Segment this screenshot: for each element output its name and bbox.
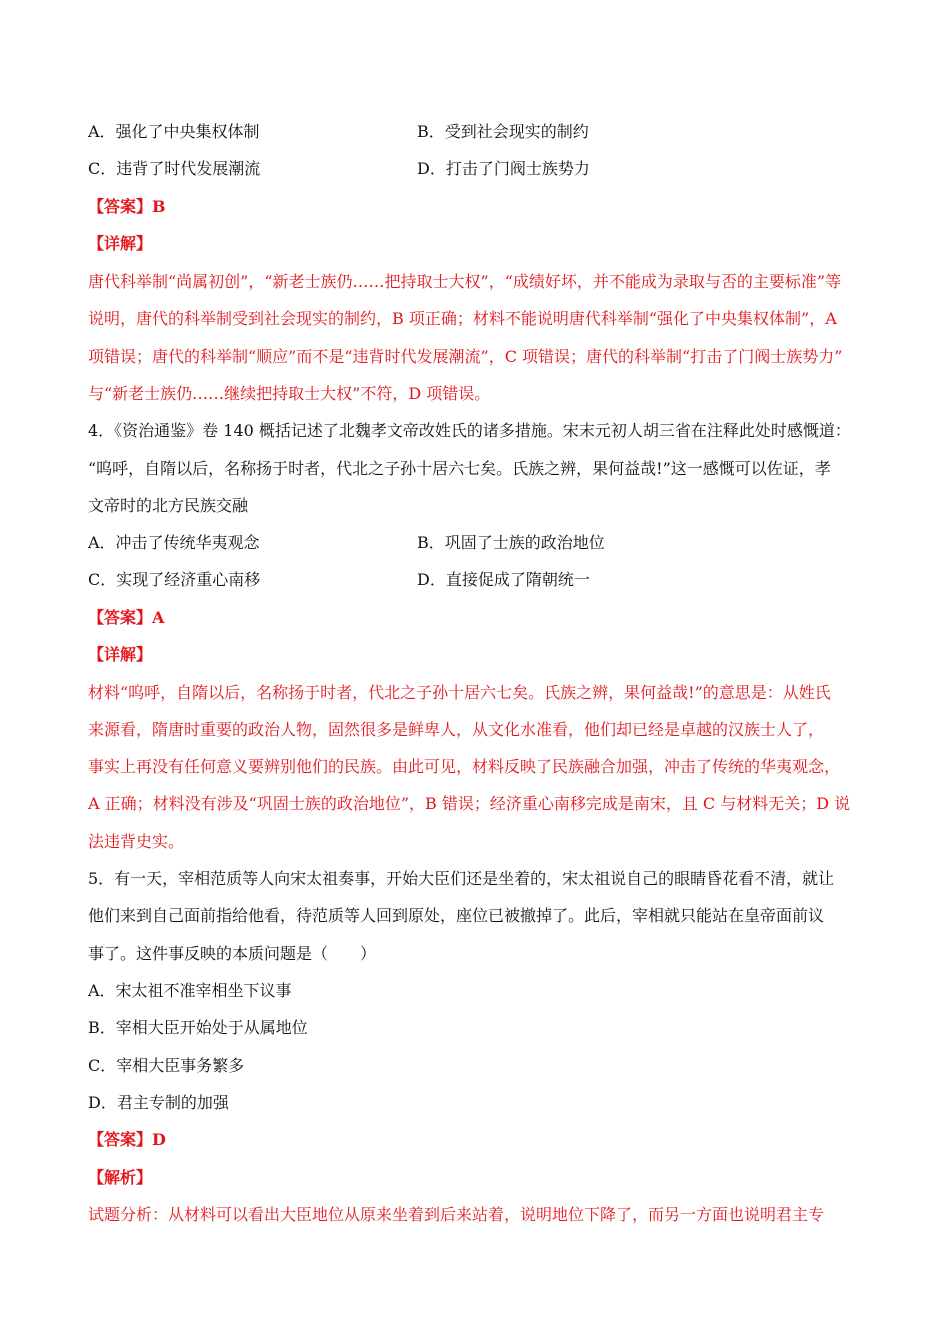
q4-option-b: B．巩固了士族的政治地位 — [417, 533, 605, 552]
q3-explanation-line: 项错误；唐代的科举制“顺应”而不是“违背时代发展潮流”，C 项错误；唐代的科举制“打击了门阀士族势力” — [88, 347, 843, 366]
q4-explanation-line: 事实上再没有任何意义要辨别他们的民族。由此可见，材料反映了民族融合加强，冲击了传统的华夷观念， — [88, 757, 841, 776]
q4-explanation-line: 法违背史实。 — [88, 832, 185, 851]
q4-stem-line: 文帝时的北方民族交融 — [88, 496, 249, 515]
q3-explanation-line: 与“新老士族仍……继续把持取士大权”不符，D 项错误。 — [88, 384, 491, 403]
q3-option-b: B．受到社会现实的制约 — [417, 122, 589, 141]
q5-stem-line: 5．有一天，宰相范质等人向宋太祖奏事，开始大臣们还是坐着的，宋太祖说自己的眼睛昏花看不清，就让 — [88, 869, 835, 888]
q4-explanation-line: 材料“呜呼，自隋以后，名称扬于时者，代北之子孙十居六七矣。氏族之辨，果何益哉!”的意思是：从姓氏 — [88, 683, 831, 702]
q3-answer: 【答案】B — [88, 197, 166, 216]
q5-option-d: D．君主专制的加强 — [88, 1093, 229, 1112]
q5-option-c: C．宰相大臣事务繁多 — [88, 1056, 245, 1075]
q3-detail-label: 【详解】 — [88, 234, 153, 253]
q4-option-d: D．直接促成了隋朝统一 — [417, 570, 590, 589]
q3-explanation-line: 说明，唐代的科举制受到社会现实的制约，B 项正确；材料不能说明唐代科举制“强化了中央集权体制”，A — [88, 309, 837, 328]
q4-stem-line: 4．《资治通鉴》卷 140 概括记述了北魏孝文帝改姓氏的诸多措施。宋末元初人胡三省在注释此处时感慨道： — [88, 421, 851, 440]
q3-option-d: D．打击了门阀士族势力 — [417, 159, 590, 178]
q4-stem-line: “呜呼，自隋以后，名称扬于时者，代北之子孙十居六七矣。氏族之辨，果何益哉!”这一感慨可以佐证，孝 — [88, 459, 831, 478]
q3-option-a: A．强化了中央集权体制 — [88, 122, 260, 141]
q5-stem-line: 他们来到自己面前指给他看，待范质等人回到原处，座位已被撤掉了。此后，宰相就只能站在皇帝面前议 — [88, 906, 825, 925]
q5-stem-line: 事了。这件事反映的本质问题是（ ） — [88, 944, 377, 963]
q3-option-c: C．违背了时代发展潮流 — [88, 159, 261, 178]
q4-option-c: C．实现了经济重心南移 — [88, 570, 261, 589]
q5-explanation-line: 试题分析：从材料可以看出大臣地位从原来坐着到后来站着，说明地位下降了，而另一方面也说明君主专 — [88, 1205, 825, 1224]
q4-explanation-line: 来源看，隋唐时重要的政治人物，固然很多是鲜卑人，从文化水准看，他们却已经是卓越的汉族士人了， — [88, 720, 825, 739]
q4-option-a: A．冲击了传统华夷观念 — [88, 533, 260, 552]
q5-option-a: A．宋太祖不准宰相坐下议事 — [88, 981, 292, 1000]
q3-explanation-line: 唐代科举制“尚属初创”，“新老士族仍……把持取士大权”，“成绩好坏，并不能成为录取与否的主要标准”等 — [88, 272, 842, 291]
q4-detail-label: 【详解】 — [88, 645, 153, 664]
q4-explanation-line: A 正确；材料没有涉及“巩固士族的政治地位”，B 错误；经济重心南移完成是南宋，且 C 与材料无关；D 说 — [88, 794, 851, 813]
q5-option-b: B．宰相大臣开始处于从属地位 — [88, 1018, 308, 1037]
q5-detail-label: 【解析】 — [88, 1168, 153, 1187]
q4-answer: 【答案】A — [88, 608, 165, 627]
q5-answer: 【答案】D — [88, 1130, 166, 1149]
